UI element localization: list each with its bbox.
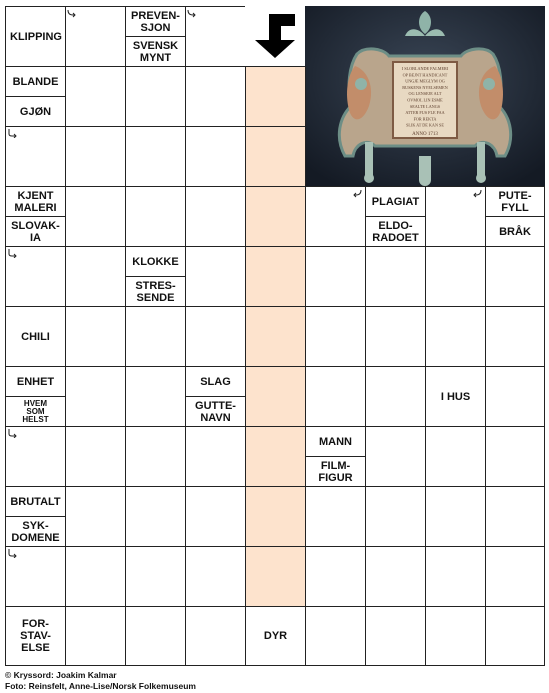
clue-cell [5,486,66,547]
answer-cell[interactable] [185,186,246,247]
clue-forstavelse: FOR- STAV- ELSE [20,618,51,654]
clue-plagiat: PLAGIAT [371,195,420,208]
clue-enhet: ENHET [16,375,55,388]
clue-cell [5,366,66,427]
answer-cell[interactable] [65,546,126,607]
credit-photo: Foto: Reinsfelt, Anne-Lise/Norsk Folkemuseum [5,681,196,691]
answer-cell[interactable] [125,186,186,247]
arrow-down-right-icon [8,248,18,258]
clue-brak: BRÅK [499,225,531,238]
answer-cell[interactable] [305,306,366,367]
answer-cell[interactable] [485,366,545,427]
highlight-cell[interactable] [245,66,306,127]
clue-cell [125,246,186,307]
clue-putefyll: PUTE- FYLL [498,189,532,214]
carved-plaque-image [305,6,545,186]
answer-cell[interactable] [305,606,366,666]
arrow-right-down-icon [187,9,197,19]
answer-cell[interactable] [485,486,545,547]
answer-cell[interactable] [365,366,426,427]
answer-cell[interactable] [185,486,246,547]
clue-cell [5,606,66,666]
arrow-down-right-icon [8,128,18,138]
highlight-cell[interactable] [245,546,306,607]
clue-filmfigur: FILM- FIGUR [318,459,353,484]
clue-klokke: KLOKKE [132,255,179,268]
answer-cell[interactable] [305,486,366,547]
answer-cell[interactable] [185,66,246,127]
plaque-inscription-line: OG LENSEJE ALT [408,91,442,97]
clue-cell [185,366,246,427]
clue-cell [5,66,66,127]
big-down-arrow-icon [251,12,299,60]
plaque-inscription-line: I SLOBLANDE FALMERI [401,66,449,71]
answer-cell[interactable] [305,246,366,307]
plaque-inscription-line: SEALTE LANGS [409,103,441,109]
answer-cell[interactable] [185,126,246,187]
answer-cell[interactable] [125,126,186,187]
clue-cell [5,6,66,67]
answer-cell[interactable] [425,246,486,307]
answer-cell[interactable] [365,606,426,666]
arrow-down-right-icon [8,548,18,558]
credit-puzzle-author: © Kryssord: Joakim Kalmar [5,670,117,680]
answer-cell[interactable] [365,246,426,307]
answer-cell[interactable] [65,606,126,666]
clue-cell [425,366,486,427]
answer-cell[interactable] [425,306,486,367]
clue-cell [5,186,66,247]
highlight-cell[interactable] [245,426,306,487]
answer-cell[interactable] [125,486,186,547]
answer-cell[interactable] [125,606,186,666]
arrow-cell [245,6,306,67]
answer-cell[interactable] [65,186,126,247]
arrow-left-down-icon [352,189,362,199]
answer-cell[interactable] [485,606,545,666]
plaque-inscription-line: ATTER FUS FLE FAA [405,110,445,116]
clue-brutalt: BRUTALT [10,495,61,508]
answer-cell[interactable] [485,546,545,607]
clue-svensk-mynt: SVENSK MYNT [132,39,179,64]
clue-chili: CHILI [21,330,50,343]
answer-cell[interactable] [185,246,246,307]
answer-cell[interactable] [65,306,126,367]
highlight-cell[interactable] [245,246,306,307]
clue-cell [485,186,545,247]
clue-stressende: STRES- SENDE [135,279,176,304]
highlight-cell[interactable] [245,486,306,547]
clue-cell [5,306,66,367]
arrow-down-right-icon [8,428,18,438]
answer-cell[interactable] [305,546,366,607]
answer-cell[interactable] [65,426,126,487]
answer-cell[interactable] [65,246,126,307]
answer-cell[interactable] [65,486,126,547]
plaque-inscription-line: BUSKENS NYELSEMEN [402,84,448,90]
clue-prevensjon: PREVEN- SJON [131,9,180,34]
answer-cell[interactable] [365,486,426,547]
answer-cell[interactable] [185,546,246,607]
answer-cell[interactable] [185,426,246,487]
answer-cell[interactable] [65,126,126,187]
answer-cell[interactable] [365,306,426,367]
highlight-cell[interactable] [245,126,306,187]
plaque-inscription-line: OVMOL LIN ESME [407,97,443,103]
answer-cell[interactable] [485,426,545,487]
clue-dyr: DYR [263,630,288,642]
clue-slovakia: SLOVAK- IA [11,219,60,244]
answer-cell[interactable] [425,426,486,487]
answer-cell[interactable] [65,66,126,127]
clue-cell [245,606,306,666]
answer-cell[interactable] [425,606,486,666]
plaque-inscription-line: UNGJE MEGLYM OG [405,78,445,84]
answer-cell[interactable] [485,246,545,307]
clue-cell [365,186,426,247]
highlight-cell[interactable] [245,306,306,367]
clue-blande: BLANDE [12,75,59,88]
plaque-year: ANNO 1713 [412,132,438,137]
answer-cell[interactable] [125,306,186,367]
answer-cell[interactable] [125,66,186,127]
plaque-inscription-line: SLIK AT DE KAN SE [406,122,444,128]
highlight-cell[interactable] [245,186,306,247]
clue-gjon: GJØN [19,105,52,118]
plaque-inscription-line: FOR REKTA [413,116,437,122]
answer-cell[interactable] [365,546,426,607]
answer-cell[interactable] [425,546,486,607]
answer-cell[interactable] [365,426,426,487]
answer-cell[interactable] [125,426,186,487]
clue-sykdomene: SYK- DOMENE [11,519,60,544]
answer-cell[interactable] [305,366,366,427]
clue-kjent-maleri: KJENT MALERI [14,189,57,214]
answer-cell[interactable] [485,306,545,367]
clue-hvem-som-helst: HVEM SOM HELST [22,398,49,424]
clue-klipping: KLIPPING [10,31,62,43]
clue-guttenavn: GUTTE- NAVN [195,399,236,424]
crossword-grid [5,6,545,666]
arrow-right-down-icon [67,9,77,19]
folk-art-photo [305,6,545,186]
plaque-inscription-line: OP BEJNT HANDICANT [402,72,448,78]
answer-cell[interactable] [185,306,246,367]
clue-slag: SLAG [200,375,231,388]
answer-cell[interactable] [425,486,486,547]
clue-cell [305,426,366,487]
answer-cell[interactable] [185,606,246,666]
clue-mann: MANN [319,435,352,448]
clue-i-hus: I HUS [440,390,471,403]
answer-cell[interactable] [65,366,126,427]
clue-eldoradoet: ELDO- RADOET [372,219,419,244]
highlight-cell[interactable] [245,366,306,427]
answer-cell[interactable] [125,546,186,607]
clue-cell [125,6,186,67]
arrow-left-down-icon [472,189,482,199]
answer-cell[interactable] [125,366,186,427]
